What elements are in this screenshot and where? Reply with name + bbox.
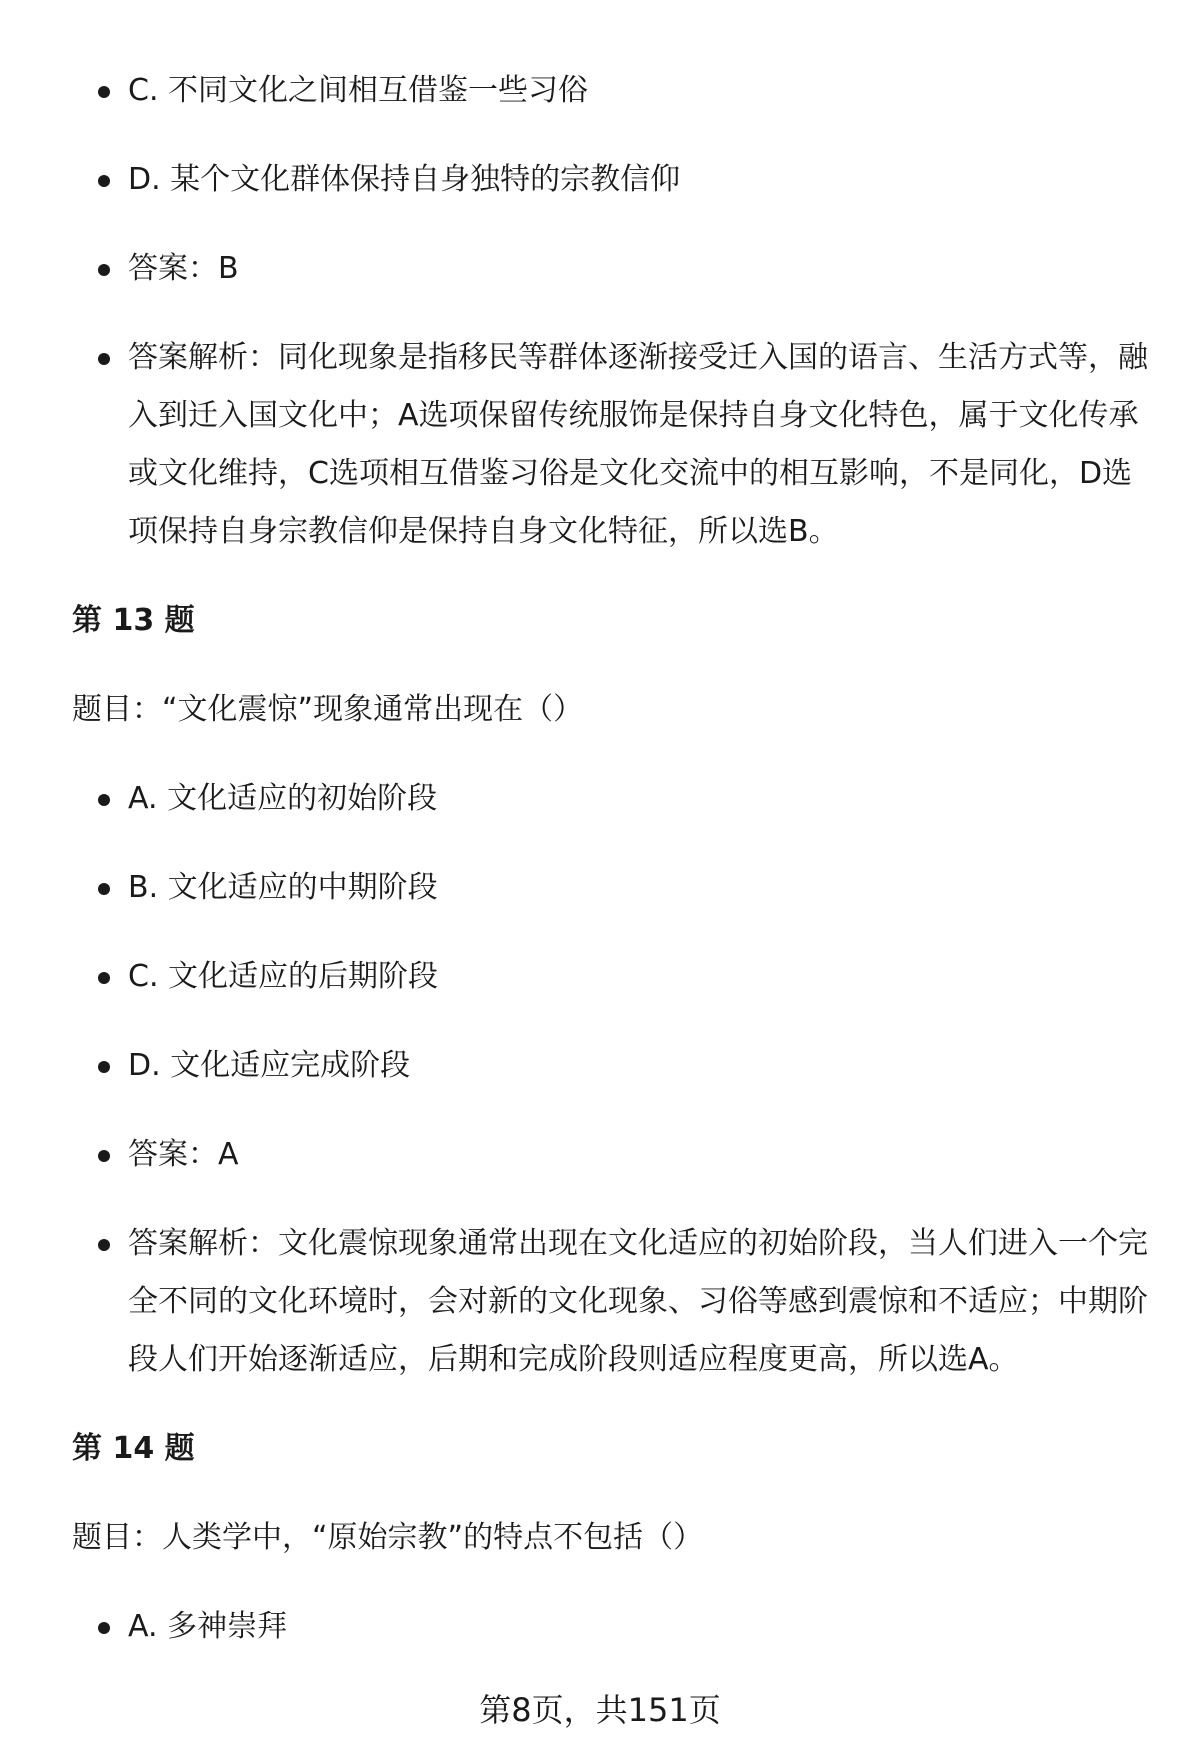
page-content (72, 62, 1162, 1687)
question-13-list (72, 770, 1162, 1389)
question-14-stem: 题目：人类学中，“原始宗教”的特点不包括（） (72, 1520, 704, 1555)
option-d: D. 文化适应完成阶段 (72, 1037, 1162, 1095)
answer: 答案：B (72, 240, 1162, 298)
question-13-stem: 题目：“文化震惊”现象通常出现在（） (72, 692, 584, 727)
option-a: A. 文化适应的初始阶段 (72, 770, 1162, 828)
question-14-heading: 第 14 题 (72, 1431, 195, 1466)
option-d: D. 某个文化群体保持自身独特的宗教信仰 (72, 151, 1162, 209)
previous-question-list (72, 62, 1162, 561)
answer: 答案：A (72, 1126, 1162, 1184)
option-c: C. 不同文化之间相互借鉴一些习俗 (72, 62, 1162, 120)
option-a: A. 多神崇拜 (72, 1598, 1162, 1656)
page-footer: 第8页，共151页 (479, 1691, 721, 1729)
answer-explanation: 答案解析：同化现象是指移民等群体逐渐接受迁入国的语言、生活方式等，融入到迁入国文化中；A选项保留传统服饰是保持自身文化特色，属于文化传承或文化维持，C选项相互借鉴习俗是文化交流中的相互影响，不是同化，D选项保持自身宗教信仰是保持自身文化特征，所以选B。 (72, 329, 1162, 561)
question-13-heading: 第 13 题 (72, 603, 195, 638)
question-14-list (72, 1598, 1162, 1656)
option-c: C. 文化适应的后期阶段 (72, 948, 1162, 1006)
option-b: B. 文化适应的中期阶段 (72, 859, 1162, 917)
answer-explanation: 答案解析：文化震惊现象通常出现在文化适应的初始阶段，当人们进入一个完全不同的文化环境时，会对新的文化现象、习俗等感到震惊和不适应；中期阶段人们开始逐渐适应，后期和完成阶段则适应程度更高，所以选A。 (72, 1215, 1162, 1389)
